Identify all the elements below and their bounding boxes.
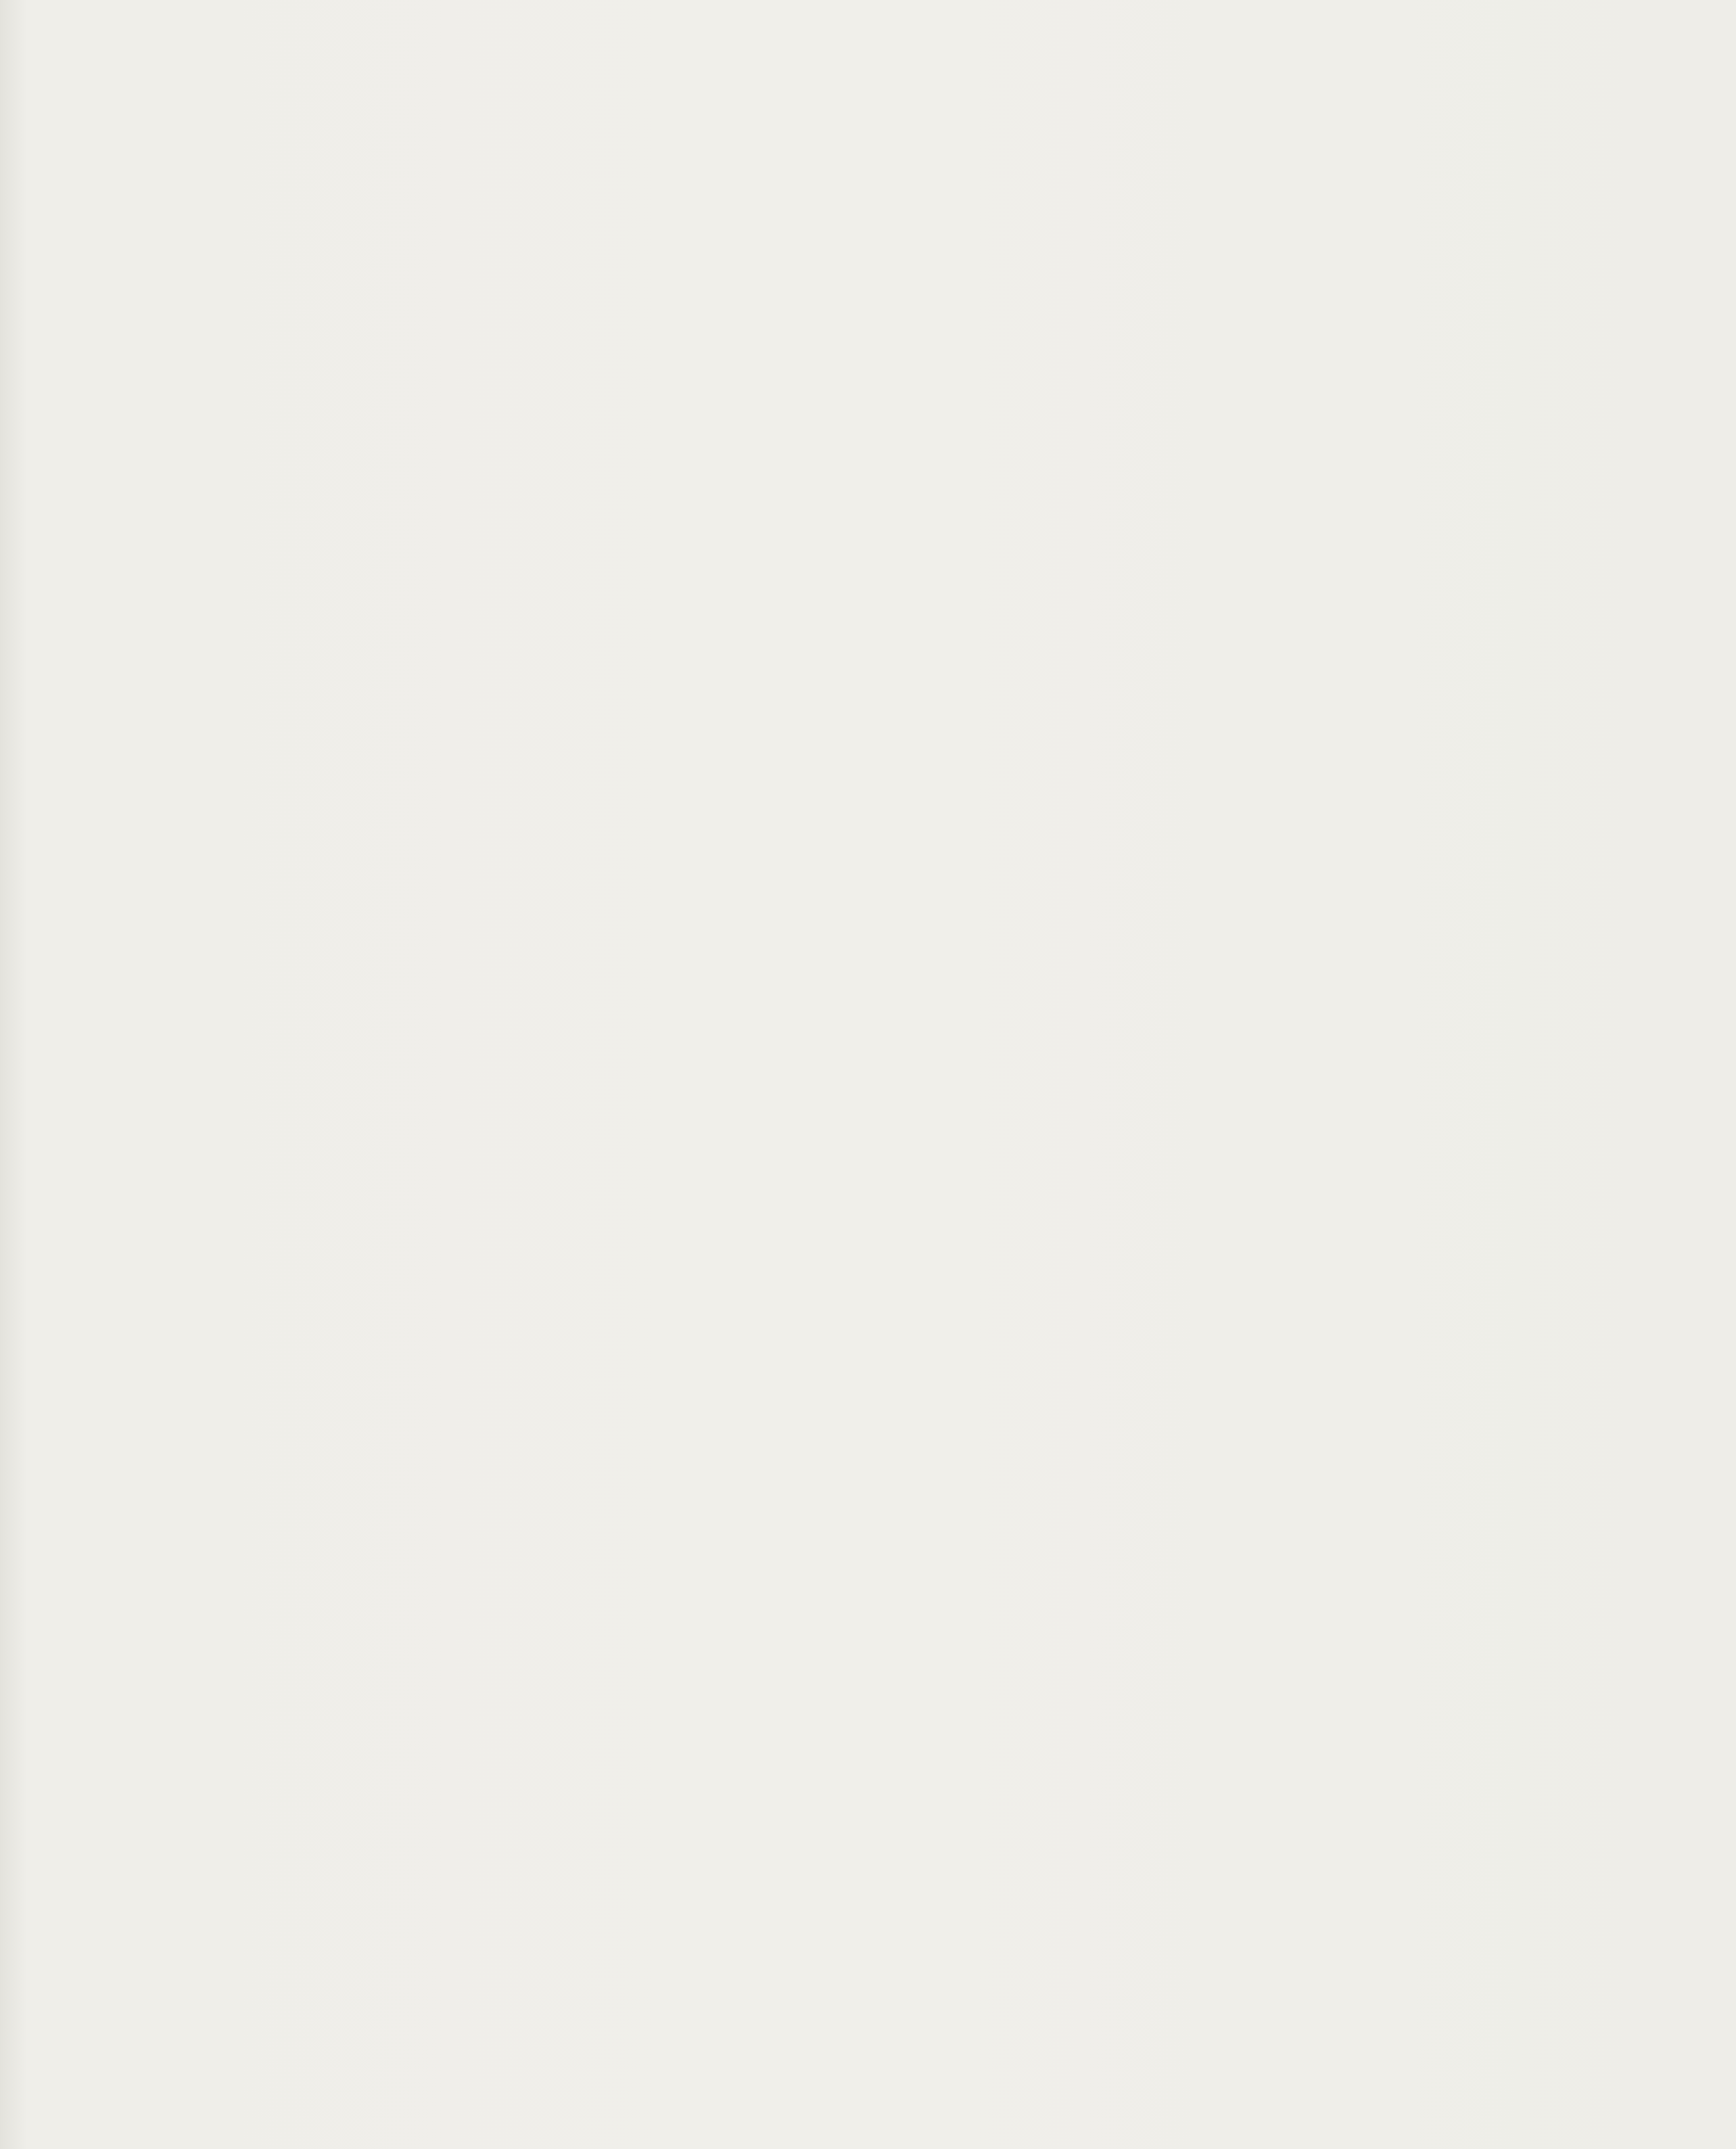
text-column bbox=[160, 175, 1593, 208]
